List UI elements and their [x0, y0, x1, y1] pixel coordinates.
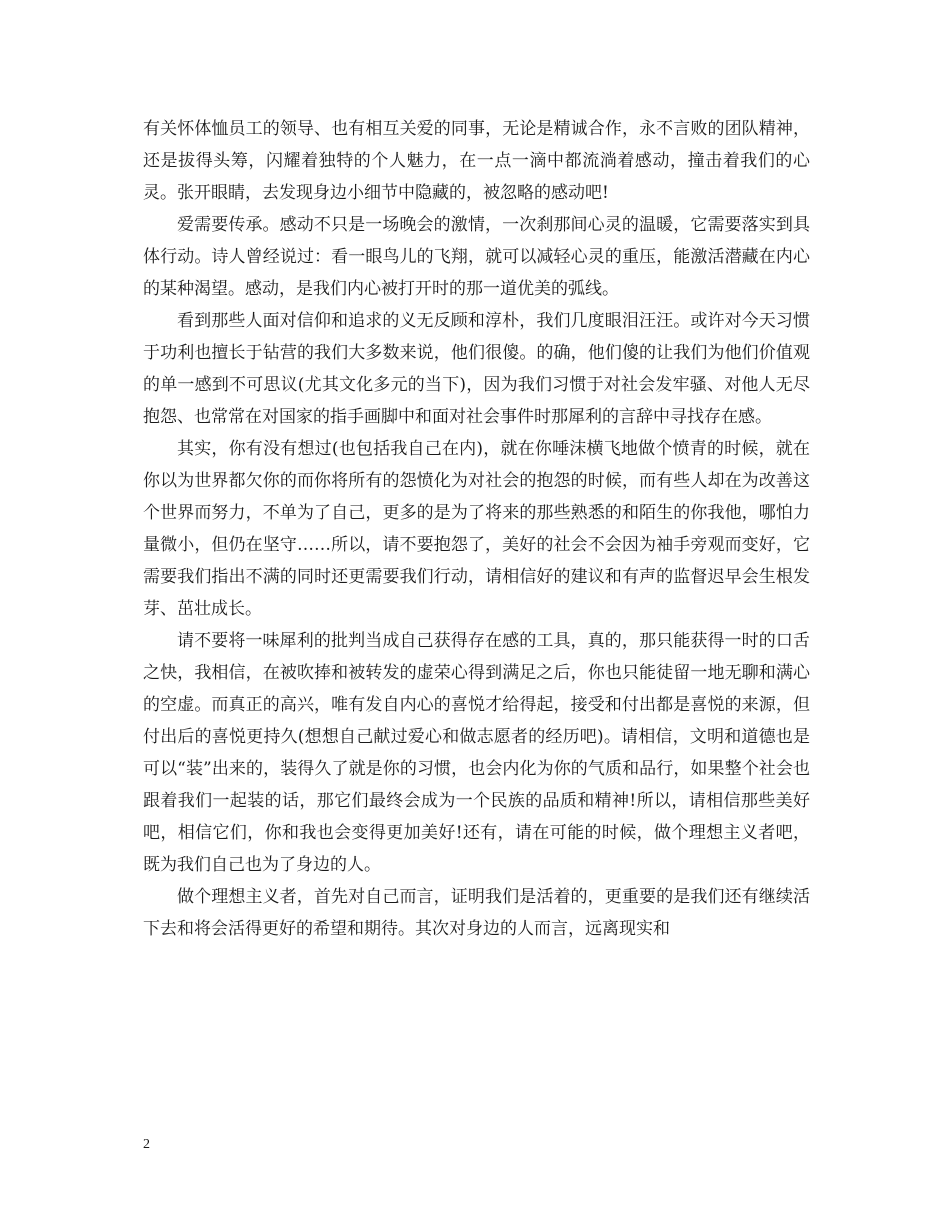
body-text	[143, 113, 810, 945]
paragraph-1: 有关怀体恤员工的领导、也有相互关爱的同事，无论是精诚合作，永不言败的团队精神，还是拔得头筹，闪耀着独特的个人魅力，在一点一滴中都流淌着感动，撞击着我们的心灵。张开眼睛，去发现身边小细节中隐藏的，被忽略的感动吧!	[143, 119, 810, 203]
paragraph-6: 做个理想主义者，首先对自己而言，证明我们是活着的，更重要的是我们还有继续活下去和将会活得更好的希望和期待。其次对身边的人而言，远离现实和	[143, 887, 810, 939]
paragraph-4: 其实，你有没有想过(也包括我自己在内)，就在你唾沫横飞地做个愤青的时候，就在你以为世界都欠你的而你将所有的怨愤化为对社会的抱怨的时候，而有些人却在为改善这个世界而努力，不单为了自己，更多的是为了将来的那些熟悉的和陌生的你我他，哪怕力量微小，但仍在坚守……所以，请不要抱怨了，美好的社会不会因为袖手旁观而变好，它需要我们指出不满的同时还更需要我们行动，请相信好的建议和有声的监督迟早会生根发芽、茁壮成长。	[143, 439, 810, 619]
paragraph-5: 请不要将一味犀利的批判当成自己获得存在感的工具，真的，那只能获得一时的口舌之快，我相信，在被吹捧和被转发的虚荣心得到满足之后，你也只能徒留一地无聊和满心的空虚。而真正的高兴，唯有发自内心的喜悦才给得起，接受和付出都是喜悦的来源，但付出后的喜悦更持久(想想自己献过爱心和做志愿者的经历吧)。请相信，文明和道德也是可以“装”出来的，装得久了就是你的习惯，也会内化为你的气质和品行，如果整个社会也跟着我们一起装的话，那它们最终会成为一个民族的品质和精神!所以，请相信那些美好吧，相信它们，你和我也会变得更加美好!还有，请在可能的时候，做个理想主义者吧，既为我们自己也为了身边的人。	[143, 631, 810, 875]
page-number: 2	[143, 1137, 150, 1152]
paragraph-2: 爱需要传承。感动不只是一场晚会的激情，一次刹那间心灵的温暖，它需要落实到具体行动。诗人曾经说过：看一眼鸟儿的飞翔，就可以减轻心灵的重压，能激活潜藏在内心的某种渴望。感动，是我们内心被打开时的那一道优美的弧线。	[143, 215, 810, 299]
paragraph-3: 看到那些人面对信仰和追求的义无反顾和淳朴，我们几度眼泪汪汪。或许对今天习惯于功利也擅长于钻营的我们大多数来说，他们很傻。的确，他们傻的让我们为他们价值观的单一感到不可思议(尤其文化多元的当下)，因为我们习惯于对社会发牢骚、对他人无尽抱怨、也常常在对国家的指手画脚中和面对社会事件时那犀利的言辞中寻找存在感。	[143, 311, 810, 427]
